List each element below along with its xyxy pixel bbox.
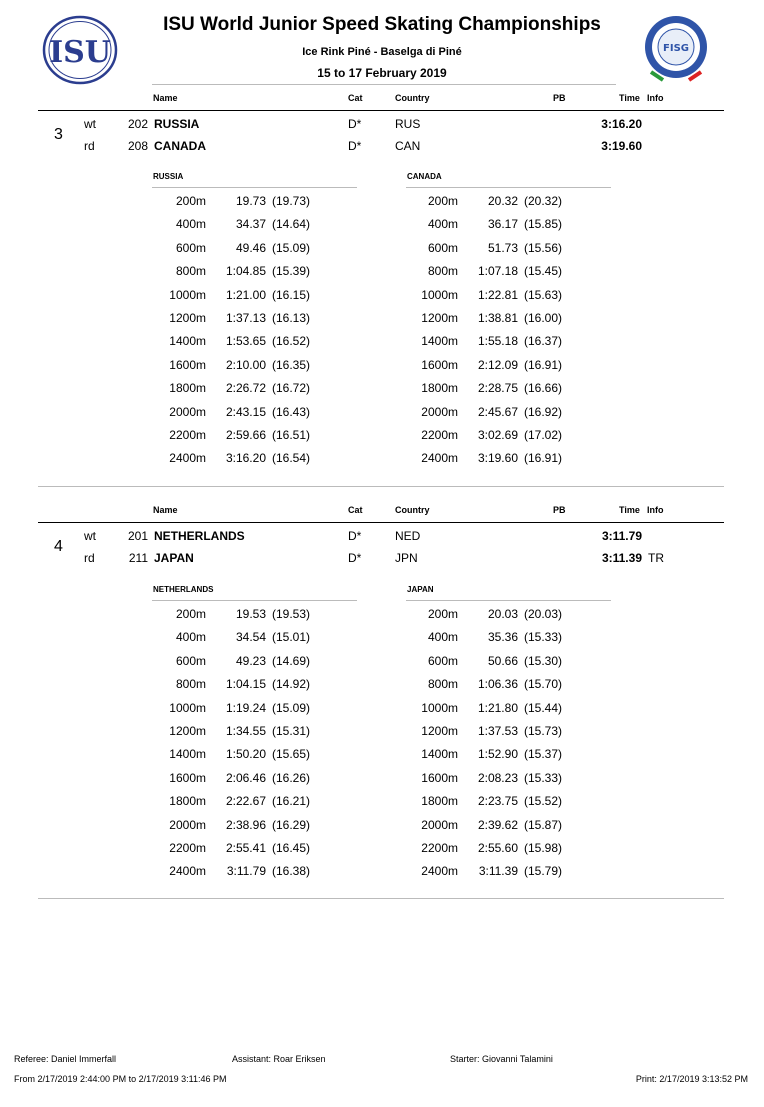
split-distance: 200m: [427, 194, 458, 208]
team-name: JAPAN: [154, 551, 194, 565]
split-lap: (15.44): [524, 700, 563, 715]
split-lap: (15.79): [524, 864, 563, 879]
split-lap: (16.35): [272, 357, 311, 372]
split-distance: 200m: [427, 607, 458, 621]
split-lap: (15.33): [524, 770, 563, 785]
split-lap: (16.37): [524, 334, 563, 349]
print-time: Print: 2/17/2019 3:13:52 PM: [635, 1074, 748, 1084]
split-distance: 400m: [427, 630, 458, 645]
split-distance: 1800m: [421, 381, 458, 396]
bib: 202: [127, 117, 148, 131]
split-distance: 2000m: [421, 404, 458, 419]
split-time: 1:34.55: [225, 724, 266, 738]
col-pb-header: PB: [553, 93, 566, 103]
split-lap: (16.45): [272, 841, 311, 855]
col-time-header: Time: [619, 93, 640, 103]
split-time: 19.53: [235, 607, 266, 621]
split-time: 2:55.60: [477, 841, 518, 855]
split-time: 1:21.00: [225, 287, 266, 302]
split-lap: (20.32): [524, 194, 563, 208]
split-time: 2:39.62: [477, 817, 518, 832]
heat-separator: [38, 486, 724, 487]
split-distance: 1000m: [169, 700, 206, 715]
split-distance: 1600m: [169, 770, 206, 785]
split-time: 3:11.39: [478, 864, 518, 879]
time: 3:11.79: [601, 529, 642, 543]
splits-team-name: CANADA: [407, 172, 442, 181]
event-dates: 15 to 17 February 2019: [317, 66, 447, 80]
split-lap: (15.85): [524, 217, 563, 232]
split-distance: 800m: [175, 264, 206, 279]
split-distance: 1000m: [421, 700, 458, 715]
starter: Starter: Giovanni Talamini: [450, 1054, 553, 1064]
cat: D*: [348, 139, 362, 153]
splits-rule: [406, 187, 611, 188]
split-distance: 1400m: [421, 747, 458, 762]
split-distance: 1400m: [421, 334, 458, 349]
period: From 2/17/2019 2:44:00 PM to 2/17/2019 3:11:46 PM: [14, 1074, 227, 1084]
split-distance: 400m: [175, 630, 206, 645]
lane: wt: [84, 529, 96, 543]
split-distance: 2000m: [421, 817, 458, 832]
split-lap: (16.54): [272, 451, 311, 466]
split-lap: (16.43): [272, 404, 311, 419]
split-time: 1:22.81: [477, 287, 518, 302]
split-lap: (15.98): [524, 841, 563, 855]
referee: Referee: Daniel Immerfall: [14, 1054, 117, 1064]
split-time: 1:38.81: [477, 311, 518, 325]
cat: D*: [348, 117, 362, 131]
split-distance: 2400m: [169, 864, 206, 879]
col-name-header: Name: [153, 93, 178, 103]
split-time: 3:02.69: [477, 428, 518, 442]
split-distance: 2200m: [169, 428, 206, 442]
bib: 208: [127, 139, 148, 153]
splits-team-name: NETHERLANDS: [153, 585, 214, 594]
split-lap: (15.63): [524, 287, 563, 302]
splits-rule: [152, 187, 357, 188]
venue: Ice Rink Piné - Baselga di Piné: [302, 46, 462, 58]
split-distance: 2200m: [421, 428, 458, 442]
split-lap: (15.45): [524, 264, 563, 279]
split-lap: (16.29): [272, 817, 311, 832]
split-lap: (16.91): [524, 451, 563, 466]
country: CAN: [395, 139, 421, 153]
split-time: 49.46: [235, 240, 266, 255]
split-distance: 200m: [175, 194, 206, 208]
cat: D*: [348, 551, 362, 565]
split-time: 3:16.20: [225, 451, 266, 466]
split-time: 34.54: [235, 630, 266, 645]
team-name: NETHERLANDS: [154, 529, 245, 543]
split-lap: (16.15): [272, 287, 311, 302]
split-distance: 2000m: [169, 817, 206, 832]
split-lap: (15.09): [272, 700, 311, 715]
lane: rd: [84, 139, 95, 153]
split-distance: 800m: [175, 677, 206, 692]
country: NED: [395, 529, 421, 543]
split-time: 3:19.60: [477, 451, 518, 466]
split-lap: (15.70): [524, 677, 563, 692]
split-time: 35.36: [487, 630, 518, 645]
split-distance: 600m: [175, 240, 206, 255]
split-time: 1:07.18: [477, 264, 518, 279]
split-lap: (15.73): [524, 724, 563, 738]
split-time: 2:23.75: [477, 794, 518, 809]
split-lap: (20.03): [524, 607, 563, 621]
bib: 201: [127, 529, 148, 543]
heat-number: 3: [54, 126, 63, 143]
split-lap: (16.52): [272, 334, 311, 349]
split-time: 2:06.46: [225, 770, 266, 785]
country: RUS: [395, 117, 421, 131]
split-distance: 1000m: [169, 287, 206, 302]
page-title: ISU World Junior Speed Skating Championships: [163, 14, 601, 35]
split-time: 1:55.18: [477, 334, 518, 349]
team-name: CANADA: [154, 139, 206, 153]
split-lap: (14.92): [272, 677, 311, 692]
split-time: 1:37.53: [477, 724, 518, 738]
split-distance: 1600m: [421, 357, 458, 372]
heat-header-rule: [38, 522, 724, 523]
split-time: 2:55.41: [225, 841, 266, 855]
col-country-header: Country: [395, 505, 430, 515]
split-time: 51.73: [487, 240, 518, 255]
split-time: 1:06.36: [477, 677, 518, 692]
split-time: 1:53.65: [225, 334, 266, 349]
split-distance: 1200m: [421, 311, 458, 325]
split-distance: 200m: [175, 607, 206, 621]
split-distance: 600m: [427, 240, 458, 255]
split-time: 34.37: [235, 217, 266, 232]
col-pb-header: PB: [553, 505, 566, 515]
split-time: 50.66: [487, 653, 518, 668]
country: JPN: [395, 551, 418, 565]
split-distance: 1200m: [169, 311, 206, 325]
split-time: 2:43.15: [225, 404, 266, 419]
split-time: 1:52.90: [477, 747, 518, 762]
split-time: 2:12.09: [477, 357, 518, 372]
heat-separator: [38, 898, 724, 899]
splits-team-name: JAPAN: [407, 585, 434, 594]
split-lap: (15.30): [524, 653, 563, 668]
split-lap: (19.53): [272, 607, 311, 621]
split-lap: (15.31): [272, 724, 311, 738]
split-distance: 1200m: [421, 724, 458, 738]
split-time: 1:04.15: [225, 677, 266, 692]
split-distance: 2000m: [169, 404, 206, 419]
splits-rule: [152, 600, 357, 601]
split-lap: (16.66): [524, 381, 563, 396]
split-time: 1:19.24: [225, 700, 266, 715]
split-lap: (17.02): [524, 428, 563, 442]
split-distance: 1800m: [169, 381, 206, 396]
split-time: 1:50.20: [225, 747, 266, 762]
split-lap: (15.39): [272, 264, 311, 279]
split-time: 20.03: [487, 607, 518, 621]
split-lap: (15.65): [272, 747, 311, 762]
time: 3:19.60: [601, 139, 642, 153]
split-lap: (15.37): [524, 747, 563, 762]
split-lap: (16.26): [272, 770, 311, 785]
split-lap: (15.33): [524, 630, 563, 645]
split-time: 20.32: [487, 194, 518, 208]
split-distance: 1600m: [169, 357, 206, 372]
split-lap: (19.73): [272, 194, 311, 208]
heat-header-rule: [38, 110, 724, 111]
split-distance: 1800m: [169, 794, 206, 809]
cat: D*: [348, 529, 362, 543]
split-time: 3:11.79: [226, 864, 266, 879]
lane: rd: [84, 551, 95, 565]
split-lap: (16.92): [524, 404, 563, 419]
splits-rule: [406, 600, 611, 601]
isu-logo-text: ISU: [49, 35, 111, 70]
split-distance: 1400m: [169, 747, 206, 762]
heat-number: 4: [54, 538, 63, 555]
team-name: RUSSIA: [154, 117, 200, 131]
splits-team-name: RUSSIA: [153, 172, 184, 181]
time: 3:16.20: [601, 117, 642, 131]
split-distance: 400m: [427, 217, 458, 232]
split-distance: 2200m: [421, 841, 458, 855]
bib: 211: [128, 551, 148, 565]
split-time: 2:08.23: [477, 770, 518, 785]
split-lap: (15.01): [272, 630, 311, 645]
split-distance: 1400m: [169, 334, 206, 349]
split-lap: (16.72): [272, 381, 311, 396]
split-distance: 1800m: [421, 794, 458, 809]
col-country-header: Country: [395, 93, 430, 103]
split-distance: 2200m: [169, 841, 206, 855]
split-time: 2:28.75: [477, 381, 518, 396]
col-info-header: Info: [647, 93, 664, 103]
split-lap: (15.52): [524, 794, 563, 809]
lane: wt: [84, 117, 96, 131]
split-lap: (16.91): [524, 357, 563, 372]
split-lap: (15.09): [272, 240, 311, 255]
time: 3:11.39: [601, 551, 642, 565]
col-cat-header: Cat: [348, 505, 363, 515]
split-distance: 800m: [427, 677, 458, 692]
split-lap: (16.13): [272, 311, 311, 325]
info: TR: [648, 551, 664, 565]
split-lap: (15.87): [524, 817, 563, 832]
split-lap: (16.51): [272, 428, 311, 442]
split-time: 36.17: [487, 217, 518, 232]
split-distance: 2400m: [421, 451, 458, 466]
split-distance: 400m: [175, 217, 206, 232]
split-time: 2:45.67: [477, 404, 518, 419]
split-time: 2:59.66: [225, 428, 266, 442]
split-distance: 1600m: [421, 770, 458, 785]
split-lap: (14.69): [272, 653, 311, 668]
split-distance: 1000m: [421, 287, 458, 302]
fisg-logo-text: FISG: [663, 43, 689, 54]
split-distance: 2400m: [169, 451, 206, 466]
split-lap: (14.64): [272, 217, 311, 232]
split-time: 1:21.80: [477, 700, 518, 715]
col-info-header: Info: [647, 505, 664, 515]
split-time: 2:26.72: [225, 381, 266, 396]
split-distance: 1200m: [169, 724, 206, 738]
col-cat-header: Cat: [348, 93, 363, 103]
col-name-header: Name: [153, 505, 178, 515]
split-distance: 2400m: [421, 864, 458, 879]
assistant: Assistant: Roar Eriksen: [232, 1054, 326, 1064]
split-time: 19.73: [235, 194, 266, 208]
header-top-rule: [152, 84, 616, 85]
split-time: 49.23: [235, 653, 266, 668]
split-time: 2:10.00: [225, 357, 266, 372]
split-distance: 800m: [427, 264, 458, 279]
split-time: 1:04.85: [225, 264, 266, 279]
split-distance: 600m: [427, 653, 458, 668]
split-time: 2:22.67: [225, 794, 266, 809]
split-time: 1:37.13: [225, 311, 266, 325]
split-distance: 600m: [175, 653, 206, 668]
split-lap: (16.38): [272, 864, 311, 879]
split-lap: (16.21): [272, 794, 311, 809]
split-lap: (15.56): [524, 240, 563, 255]
split-time: 2:38.96: [225, 817, 266, 832]
split-lap: (16.00): [524, 311, 563, 325]
col-time-header: Time: [619, 505, 640, 515]
